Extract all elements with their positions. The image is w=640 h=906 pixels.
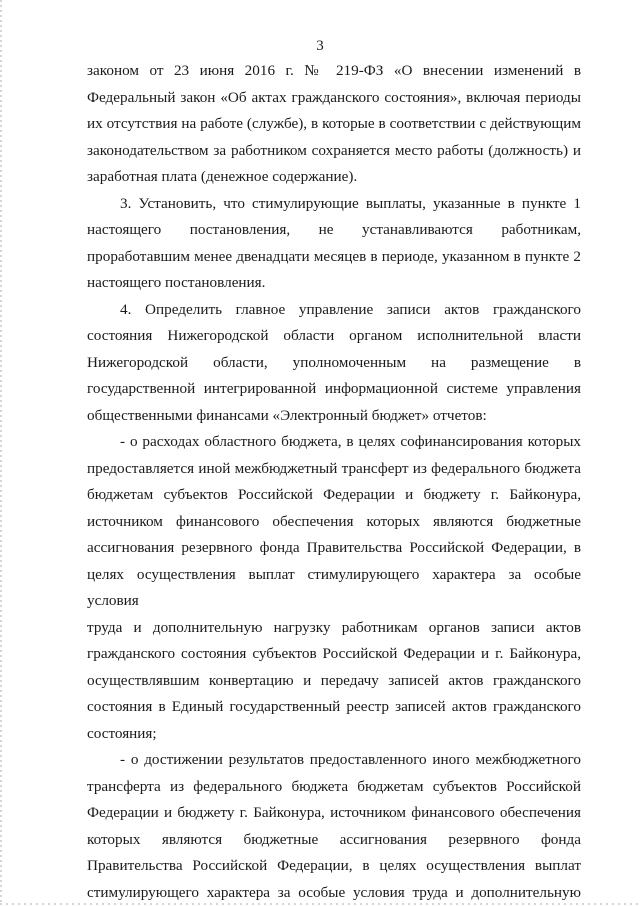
paragraph-item-4 xyxy=(87,297,581,430)
paragraph-item-3 xyxy=(87,191,581,297)
text-line: труда и дополнительную нагрузку работникам органов записи актов xyxy=(87,615,581,642)
page-number: 3 xyxy=(0,38,640,55)
text-line: - о расходах областного бюджета, в целях софинансирования которых xyxy=(87,429,581,456)
text-line: Федерации и бюджету г. Байконура, источником финансового обеспечения xyxy=(87,800,581,827)
text-line: общественными финансами «Электронный бюджет» отчетов: xyxy=(87,403,581,430)
text-line: Федеральный закон «Об актах гражданского состояния», включая периоды xyxy=(87,85,581,112)
text-line: законом от 23 июня 2016 г. № 219-ФЗ «О внесении изменений в xyxy=(87,58,581,85)
paragraph-bullet-expenses xyxy=(87,429,581,747)
text-line: их отсутствия на работе (службе), в которые в соответствии с действующим xyxy=(87,111,581,138)
text-line: целях осуществления выплат стимулирующего характера за особые условия xyxy=(87,562,581,615)
text-line: гражданского состояния субъектов Российской Федерации и г. Байконура, xyxy=(87,641,581,668)
text-line: которых являются бюджетные ассигнования резервного фонда xyxy=(87,827,581,854)
text-line: Нижегородской области, уполномоченным на размещение в xyxy=(87,350,581,377)
text-line: Правительства Российской Федерации, в целях осуществления выплат xyxy=(87,853,581,880)
paragraph-bullet-results xyxy=(87,747,581,906)
text-line: состояния; xyxy=(87,721,581,748)
text-line: заработная плата (денежное содержание). xyxy=(87,164,581,191)
text-line: трансферта из федерального бюджета бюджетам субъектов Российской xyxy=(87,774,581,801)
text-line: 4. Определить главное управление записи актов гражданского xyxy=(87,297,581,324)
document-body xyxy=(87,58,581,906)
text-line: предоставляется иной межбюджетный трансферт из федерального бюджета xyxy=(87,456,581,483)
text-line: стимулирующего характера за особые условия труда и дополнительную xyxy=(87,880,581,906)
text-line: настоящего постановления. xyxy=(87,270,581,297)
text-line: государственной интегрированной информационной системе управления xyxy=(87,376,581,403)
text-line: состояния Нижегородской области органом исполнительной власти xyxy=(87,323,581,350)
text-line: законодательством за работником сохраняется место работы (должность) и xyxy=(87,138,581,165)
text-line: настоящего постановления, не устанавливаются работникам, xyxy=(87,217,581,244)
text-line: источником финансового обеспечения которых являются бюджетные xyxy=(87,509,581,536)
text-line: 3. Установить, что стимулирующие выплаты, указанные в пункте 1 xyxy=(87,191,581,218)
text-line: бюджетам субъектов Российской Федерации и бюджету г. Байконура, xyxy=(87,482,581,509)
text-line: состояния в Единый государственный реестр записей актов гражданского xyxy=(87,694,581,721)
text-line: - о достижении результатов предоставленного иного межбюджетного xyxy=(87,747,581,774)
text-line: проработавшим менее двенадцати месяцев в периоде, указанном в пункте 2 xyxy=(87,244,581,271)
paragraph-continuation xyxy=(87,58,581,191)
text-line: ассигнования резервного фонда Правительства Российской Федерации, в xyxy=(87,535,581,562)
scan-edge-left xyxy=(0,0,2,905)
text-line: осуществлявшим конвертацию и передачу записей актов гражданского xyxy=(87,668,581,695)
